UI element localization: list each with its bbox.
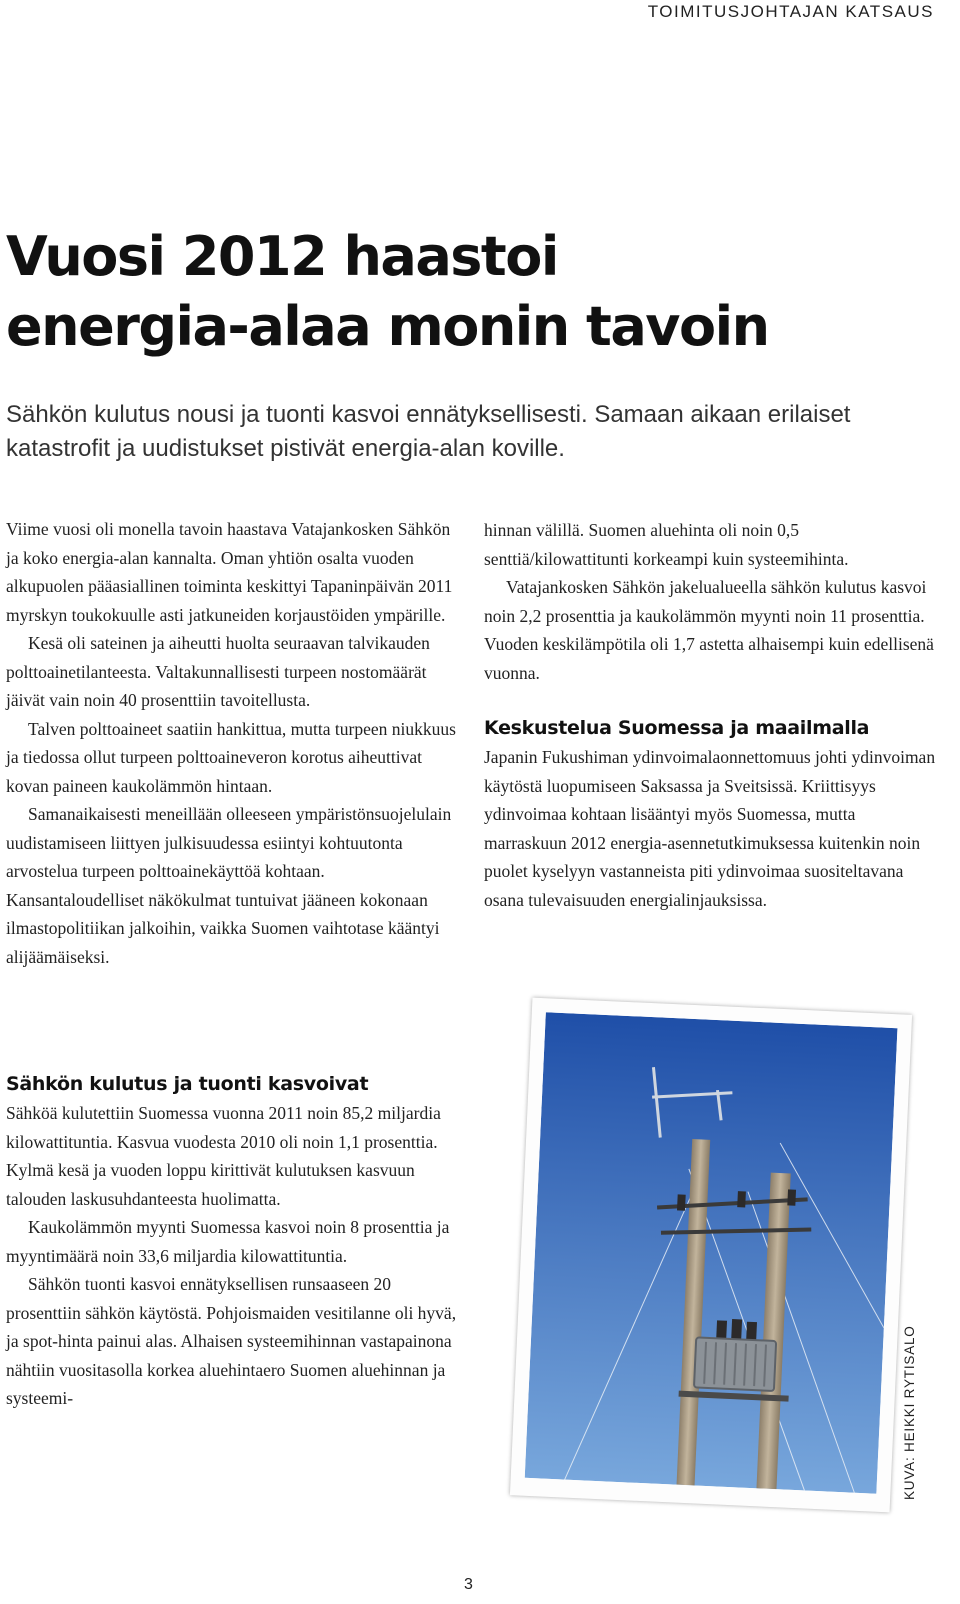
title-line-1: Vuosi 2012 haastoi — [6, 225, 558, 288]
paragraph: hinnan välillä. Suomen aluehinta oli noin 0,5 senttiä/kilowattitunti korkeampi kuin systeemihinta. — [484, 520, 849, 569]
power-pole-illustration — [525, 1012, 898, 1493]
paragraph: Kesä oli sateinen ja aiheutti huolta seuraavan talvikauden polttoainetilanteesta. Valtakunnallisesti turpeen nostomäärät jäivät vain noin 40 prosenttiin tavoitellusta. — [6, 633, 430, 710]
section-heading: Keskustelua Suomessa ja maailmalla — [484, 717, 870, 739]
page-number: 3 — [464, 1576, 473, 1593]
photo-credit: KUVA: HEIKKI RYTISALO — [902, 1325, 917, 1500]
lead-paragraph — [6, 398, 850, 466]
right-column — [484, 516, 936, 914]
consumption-section — [6, 1071, 466, 1413]
paragraph: Sähkön tuonti kasvoi ennätyksellisen runsaaseen 20 prosenttiin sähkön käytöstä. Pohjoismaiden vesitilanne oli hyvä, ja spot-hinta painui alas. Alhaisen systeemihinnan vastapainona nähtiin vuositasolla korkea aluehintaero Suomen aluehinnan ja systeemi- — [6, 1274, 457, 1408]
title-line-2: energia-alaa monin tavoin — [6, 295, 769, 358]
paragraph: Talven polttoaineet saatiin hankittua, mutta turpeen niukkuus ja tiedossa ollut turpeen polttoaineveron korotus aiheuttivat kovan paineen kaukolämmön hintaan. — [6, 718, 456, 796]
photo-power-pole — [510, 998, 912, 1513]
page-title — [6, 222, 769, 362]
paragraph: Japanin Fukushiman ydinvoimalaonnettomuus johti ydinvoiman käytöstä luopumiseen Saksassa ja Sveitsissä. Kriittisyys ydinvoimaa kohtaan lisääntyi myös Suomessa, mutta marraskuun 2012 energia-asennetutkimuksessa kuitenkin noin puolet kyselyyn vastanneista piti ydinvoimaa suositeltavana osana tulevaisuuden energialinjauksissa. — [484, 747, 936, 910]
left-column-top — [6, 515, 466, 971]
lead-line-2: katastrofit ja uudistukset pistivät energia-alan koville. — [6, 435, 565, 462]
section-label: TOIMITUSJOHTAJAN KATSAUS — [647, 2, 934, 21]
paragraph: Viime vuosi oli monella tavoin haastava Vatajankosken Sähkön ja koko energia-alan kannalta. Oman yhtiön osalta vuoden alkupuolen pääasiallinen toiminta keskittyi Tapaninpäivän 2011 myrskyn toukokuulle asti jatkuneiden korjaustöiden ympärille. — [6, 519, 453, 625]
paragraph: Sähköä kulutettiin Suomessa vuonna 2011 noin 85,2 miljardia kilowattituntia. Kasvua vuodesta 2010 oli noin 1,1 prosenttia. Kylmä kesä ja vuoden loppu kirittivät kulutuksen kasvuun talouden laskusuhdanteesta huolimatta. — [6, 1103, 441, 1209]
paragraph: Vatajankosken Sähkön jakelualueella sähkön kulutus kasvoi noin 2,2 prosenttia ja kaukolämmön myynti noin 11 prosenttia. Vuoden keskilämpötila oli 1,7 astetta alhaisempi kuin edellisenä vuonna. — [484, 577, 934, 683]
paragraph: Kaukolämmön myynti Suomessa kasvoi noin 8 prosenttia ja myyntimäärä noin 33,6 miljardia kilowattituntia. — [6, 1217, 450, 1266]
lead-line-1: Sähkön kulutus nousi ja tuonti kasvoi ennätyksellisesti. Samaan aikaan erilaiset — [6, 401, 851, 428]
paragraph: Samanaikaisesti meneillään olleeseen ympäristönsuojelulain uudistamiseen liittyen julkisuudessa esiintyi kohtuutonta arvostelua turpeen polttoainekäyttöä kohtaan. Kansantaloudelliset näkökulmat tuntuivat jääneen kokonaan ilmastopolitiikan jalkoihin, vaikka Suomen vaihtotase kääntyi alijäämäiseksi. — [6, 804, 452, 967]
section-heading: Sähkön kulutus ja tuonti kasvoivat — [6, 1073, 369, 1095]
